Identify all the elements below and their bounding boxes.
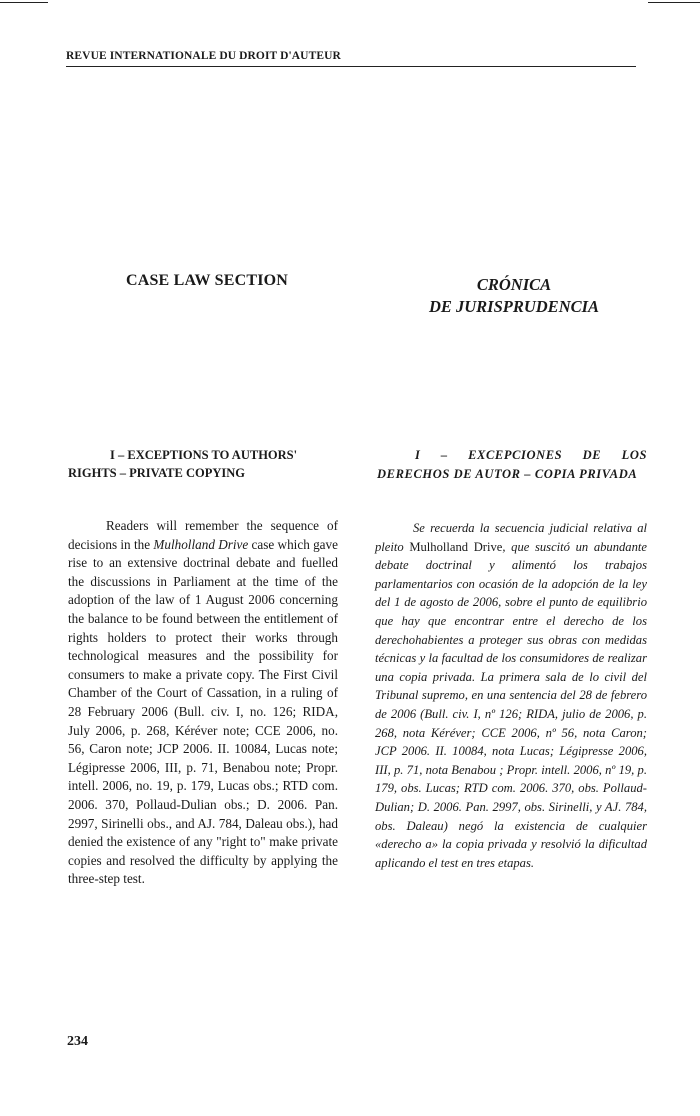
section-title-spanish-line-1: CRÓNICA <box>476 275 552 294</box>
paragraph-english <box>68 517 338 889</box>
running-head-rule <box>66 66 636 67</box>
subheading-english <box>68 446 340 482</box>
paragraph-spanish-text-rest: , que suscitó un abundante debate doctrinal y alimentó los trabajos parlamentarios con ocasión de la adopción de la ley del 1 de agosto de 2006, sobre el punto de equilibrio que hay que encontrar entre el derecho de los derechohabientes a proteger sus obras con medidas técnicas y la facultad de los consumidores de realizar una copia privada. La primera sala de lo civil del Tribunal supremo, en una sentencia del 28 de febrero de 2006 (Bull. civ. I, nº 126; RIDA, julio de 2006, p. 268, nota Kéréver; CCE 2006, nº 56, nota Caron; JCP 2006. II. 10084, nota Lucas; Légipresse 2006, III, p. 71, nota Benabou ; Propr. intell. 2006, nº 19, p. 179, obs. Lucas; RTD com. 2006. 370, obs. Pollaud-Dulian; D. 2006. Pan. 2997, obs. Sirinelli, y AJ. 784, obs. Daleau) negó la existencia de cualquier «derecho a» la copia privada y resolvió la dificultad aplicando el test en tres etapas. <box>375 539 647 870</box>
case-name-spanish: Mulholland Drive <box>409 539 503 554</box>
section-title-spanish-line-2: DE JURISPRUDENCIA <box>428 297 600 316</box>
running-head: REVUE INTERNATIONALE DU DROIT D'AUTEUR <box>66 50 341 62</box>
top-edge-rule-right <box>648 2 700 3</box>
paragraph-english-text-rest: case which gave rise to an extensive doctrinal debate and fuelled the discussions in Parliament at the time of the adoption of the law of 1 August 2006 concerning the balance to be found between the entitlement of rights holders to protect their works through technological measures and the possibility for consumers to make a private copy. The First Civil Chamber of the Court of Cassation, in a ruling of 28 February 2006 (Bull. civ. I, no. 126; RIDA, July 2006, p. 268, Kéréver note; CCE 2006, no. 56, Caron note; JCP 2006. II. 10084, Lucas note; Légipresse 2006, III, p. 71, Benabou note; Propr. intell. 2006, no. 19, p. 179, Lucas obs.; RTD com. 2006. 370, Pollaud-Dulian obs.; D. 2006. Pan. 2997, Sirinelli obs., and AJ. 784, Daleau obs.), had denied the existence of any "right to" make private copies and resolved the difficulty by applying the three-step test. <box>68 536 338 887</box>
paragraph-spanish-text-start: Se recuerda la secuencia judicial relativa al pleito <box>375 521 647 554</box>
top-edge-rule-left <box>0 2 48 3</box>
section-title-spanish <box>372 274 656 318</box>
subheading-english-line-2: RIGHTS – PRIVATE COPYING <box>68 466 245 480</box>
paragraph-spanish <box>375 519 647 872</box>
subheading-english-line-1: I – EXCEPTIONS TO AUTHORS' <box>110 448 298 462</box>
subheading-spanish <box>377 446 647 484</box>
case-name-english: Mulholland Drive <box>153 536 249 552</box>
subheading-spanish-line-2: DERECHOS DE AUTOR – COPIA PRIVADA <box>377 467 638 481</box>
paragraph-english-text-start: Readers will remember the sequence of decisions in the <box>68 518 338 552</box>
page-number: 234 <box>67 1034 88 1049</box>
subheading-spanish-line-1: I – EXCEPCIONES DE LOS <box>415 448 647 462</box>
section-title-english: CASE LAW SECTION <box>125 272 289 289</box>
